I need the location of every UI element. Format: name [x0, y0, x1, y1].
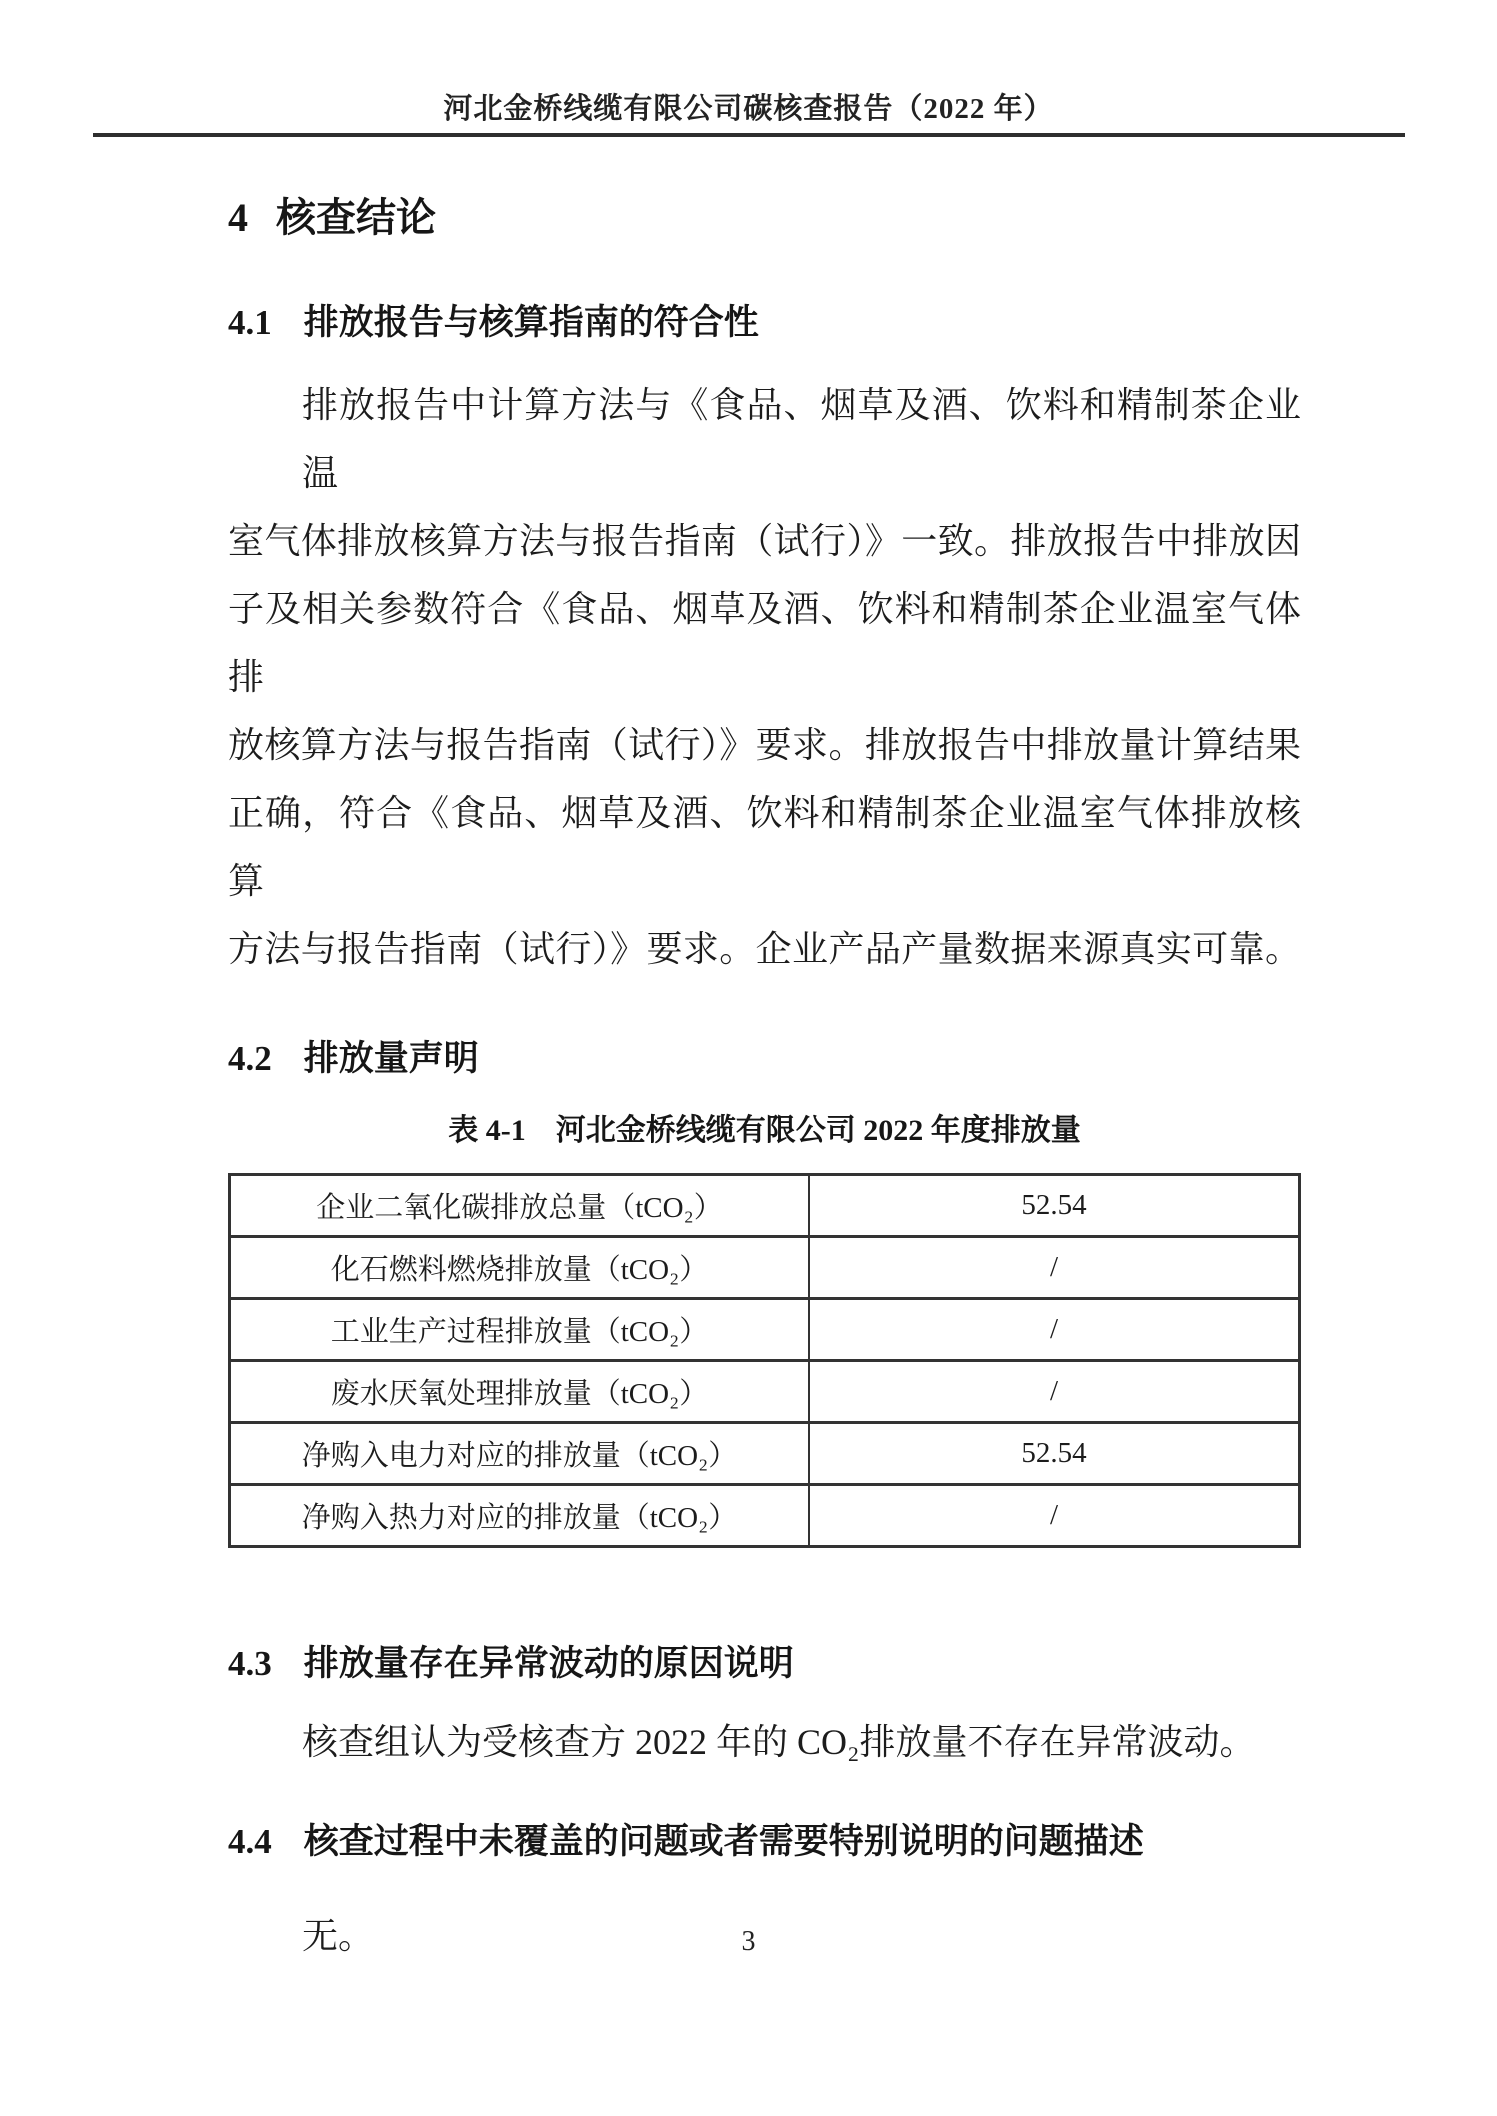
section-4-title: 核查结论	[276, 196, 436, 240]
paragraph-line: 室气体排放核算方法与报告指南（试行）》一致。排放报告中排放因	[228, 521, 1301, 561]
section-4-3-title: 排放量存在异常波动的原因说明	[303, 1644, 794, 1683]
table-cell-label: 废水厌氧处理排放量（tCO₂）	[230, 1361, 809, 1423]
table-row	[230, 1175, 1300, 1237]
section-4-number: 4	[228, 195, 248, 240]
section-4-4-body: 无。	[302, 1916, 375, 1956]
table-row	[230, 1361, 1300, 1423]
table-cell-label: 化石燃料燃烧排放量（tCO₂）	[230, 1237, 809, 1299]
paragraph-line: 方法与报告指南（试行）》要求。企业产品产量数据来源真实可靠。	[228, 929, 1301, 969]
paragraph-line: 子及相关参数符合《食品、烟草及酒、饮料和精制茶企业温室气体排	[228, 589, 1301, 697]
section-4-4-number: 4.4	[228, 1822, 272, 1861]
section-4-2-title: 排放量声明	[303, 1039, 479, 1078]
section-4-1-heading	[228, 303, 1301, 343]
table-cell-label: 企业二氧化碳排放总量（tCO₂）	[230, 1175, 809, 1237]
table-caption: 表 4-1 河北金桥线缆有限公司 2022 年度排放量	[448, 1114, 1081, 1147]
table-row	[230, 1485, 1300, 1547]
section-4-1-title: 排放报告与核算指南的符合性	[303, 303, 759, 342]
section-4-1-number: 4.1	[228, 303, 272, 342]
section-4-2-heading	[228, 1039, 1301, 1079]
table-row	[230, 1299, 1300, 1361]
table-cell-value: /	[809, 1237, 1300, 1299]
table-cell-value: /	[809, 1485, 1300, 1547]
table-row	[230, 1237, 1300, 1299]
section-4-4-title: 核查过程中未覆盖的问题或者需要特别说明的问题描述	[303, 1822, 1144, 1861]
section-4-3-body: 核查组认为受核查方 2022 年的 CO₂排放量不存在异常波动。	[302, 1722, 1256, 1762]
section-4-heading	[228, 195, 1301, 241]
page-number: 3	[741, 1926, 756, 1957]
table-cell-value: /	[809, 1299, 1300, 1361]
running-header: 河北金桥线缆有限公司碳核查报告（2022 年）	[443, 93, 1054, 125]
table-cell-label: 工业生产过程排放量（tCO₂）	[230, 1299, 809, 1361]
table-cell-value: /	[809, 1361, 1300, 1423]
paragraph-line: 放核算方法与报告指南（试行）》要求。排放报告中排放量计算结果	[228, 725, 1301, 765]
table-cell-value: 52.54	[809, 1423, 1300, 1485]
table-cell-value: 52.54	[809, 1175, 1300, 1237]
section-4-1-paragraph	[228, 371, 1301, 983]
page-content	[228, 195, 1301, 1958]
table-cell-label: 净购入电力对应的排放量（tCO₂）	[230, 1423, 809, 1485]
section-4-4-heading	[228, 1822, 1301, 1862]
section-4-2-number: 4.2	[228, 1039, 272, 1078]
table-cell-label: 净购入热力对应的排放量（tCO₂）	[230, 1485, 809, 1547]
table-row	[230, 1423, 1300, 1485]
header-rule	[93, 133, 1405, 137]
paragraph-line: 正确，符合《食品、烟草及酒、饮料和精制茶企业温室气体排放核算	[228, 793, 1301, 901]
section-4-3-number: 4.3	[228, 1644, 272, 1683]
emissions-table	[228, 1173, 1301, 1548]
paragraph-line: 排放报告中计算方法与《食品、烟草及酒、饮料和精制茶企业温	[302, 385, 1301, 493]
section-4-3-heading	[228, 1644, 1301, 1684]
